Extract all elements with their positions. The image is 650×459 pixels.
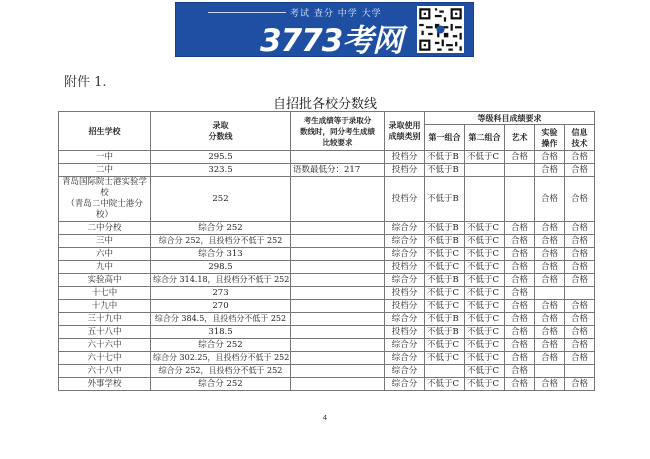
score-type-cell: 综合分 [385, 339, 425, 352]
table-row [59, 164, 595, 177]
art-cell: 合格 [505, 261, 535, 274]
it-cell [565, 287, 595, 300]
lab-cell: 合格 [535, 313, 565, 326]
school-cell: 三十九中 [59, 313, 151, 326]
group2-cell [465, 164, 505, 177]
school-cell: 外事学校 [59, 378, 151, 391]
group1-cell: 不低于C [425, 248, 465, 261]
it-cell: 合格 [565, 378, 595, 391]
score-line-cell: 323.5 [151, 164, 291, 177]
score-type-cell: 投档分 [385, 177, 425, 222]
school-cell: 二中分校 [59, 222, 151, 235]
lab-cell: 合格 [535, 339, 565, 352]
table-row [59, 151, 595, 164]
equal-rule-cell [291, 365, 385, 378]
group1-cell: 不低于B [425, 177, 465, 222]
lab-cell: 合格 [535, 352, 565, 365]
score-type-cell: 综合分 [385, 248, 425, 261]
group2-cell: 不低于C [465, 339, 505, 352]
group1-cell: 不低于C [425, 300, 465, 313]
score-type-cell: 综合分 [385, 313, 425, 326]
group1-cell: 不低于B [425, 151, 465, 164]
it-cell: 合格 [565, 222, 595, 235]
attachment-label: 附件 1. [64, 75, 107, 90]
art-cell: 合格 [505, 365, 535, 378]
score-line-cell: 综合分 313 [151, 248, 291, 261]
document-title: 自招批各校分数线 [272, 97, 377, 112]
site-banner[interactable] [175, 2, 474, 57]
group2-cell [465, 177, 505, 222]
it-cell: 合格 [565, 313, 595, 326]
table-row [59, 287, 595, 300]
table-row [59, 352, 595, 365]
school-cell: 六十六中 [59, 339, 151, 352]
art-cell [505, 177, 535, 222]
it-cell: 合格 [565, 151, 595, 164]
group2-cell: 不低于C [465, 365, 505, 378]
equal-rule-cell [291, 261, 385, 274]
score-type-cell: 投档分 [385, 261, 425, 274]
equal-rule-cell [291, 339, 385, 352]
school-cell: 二中 [59, 164, 151, 177]
score-type-cell: 综合分 [385, 365, 425, 378]
group1-cell: 不低于B [425, 164, 465, 177]
it-cell: 合格 [565, 164, 595, 177]
it-cell: 合格 [565, 248, 595, 261]
score-line-cell: 295.5 [151, 151, 291, 164]
header-grade-group: 等级科目成绩要求 [425, 112, 595, 125]
score-type-cell: 投档分 [385, 164, 425, 177]
header-group2: 第二组合 [465, 125, 505, 151]
equal-rule-cell [291, 287, 385, 300]
table-row [59, 339, 595, 352]
group1-cell: 不低于C [425, 261, 465, 274]
score-line-cell: 综合分 252，且投档分不低于 252 [151, 235, 291, 248]
it-cell: 合格 [565, 235, 595, 248]
table-row [59, 378, 595, 391]
table-body [59, 151, 595, 391]
group1-cell: 不低于B [425, 274, 465, 287]
score-line-cell: 273 [151, 287, 291, 300]
art-cell: 合格 [505, 339, 535, 352]
score-line-cell: 252 [151, 177, 291, 222]
lab-cell: 合格 [535, 248, 565, 261]
group2-cell: 不低于C [465, 326, 505, 339]
score-line-cell: 综合分 252 [151, 378, 291, 391]
group2-cell: 不低于C [465, 151, 505, 164]
school-cell: 六十七中 [59, 352, 151, 365]
equal-rule-cell [291, 151, 385, 164]
group2-cell: 不低于C [465, 248, 505, 261]
it-cell: 合格 [565, 339, 595, 352]
table-row [59, 261, 595, 274]
equal-rule-cell [291, 274, 385, 287]
score-type-cell: 综合分 [385, 378, 425, 391]
art-cell: 合格 [505, 378, 535, 391]
group2-cell: 不低于C [465, 274, 505, 287]
school-cell: 实验高中 [59, 274, 151, 287]
group2-cell: 不低于C [465, 300, 505, 313]
score-line-cell: 综合分 314.18，且投档分不低于 252 [151, 274, 291, 287]
site-logo[interactable]: 3773考网 [260, 23, 403, 59]
lab-cell: 合格 [535, 378, 565, 391]
group2-cell: 不低于C [465, 287, 505, 300]
score-type-cell: 投档分 [385, 287, 425, 300]
it-cell: 合格 [565, 261, 595, 274]
group1-cell [425, 365, 465, 378]
school-cell: 六中 [59, 248, 151, 261]
lab-cell: 合格 [535, 261, 565, 274]
equal-rule-cell [291, 313, 385, 326]
art-cell: 合格 [505, 313, 535, 326]
score-type-cell: 综合分 [385, 235, 425, 248]
it-cell: 合格 [565, 326, 595, 339]
score-line-cell: 270 [151, 300, 291, 313]
lab-cell: 合格 [535, 177, 565, 222]
equal-rule-cell [291, 235, 385, 248]
group2-cell: 不低于C [465, 313, 505, 326]
art-cell: 合格 [505, 274, 535, 287]
art-cell: 合格 [505, 326, 535, 339]
art-cell: 合格 [505, 287, 535, 300]
group2-cell: 不低于C [465, 352, 505, 365]
table-row [59, 235, 595, 248]
group2-cell: 不低于C [465, 261, 505, 274]
equal-rule-cell [291, 378, 385, 391]
score-type-cell: 投档分 [385, 300, 425, 313]
score-type-cell: 综合分 [385, 274, 425, 287]
group1-cell: 不低于B [425, 326, 465, 339]
it-cell: 合格 [565, 300, 595, 313]
group1-cell: 不低于B [425, 235, 465, 248]
lab-cell: 合格 [535, 222, 565, 235]
school-cell: 一中 [59, 151, 151, 164]
table-row [59, 177, 595, 222]
score-type-cell: 投档分 [385, 326, 425, 339]
group2-cell: 不低于C [465, 222, 505, 235]
equal-rule-cell [291, 222, 385, 235]
group1-cell: 不低于B [425, 222, 465, 235]
score-type-cell: 投档分 [385, 151, 425, 164]
art-cell: 合格 [505, 151, 535, 164]
table-row [59, 222, 595, 235]
art-cell: 合格 [505, 352, 535, 365]
header-school: 招生学校 [59, 112, 151, 151]
score-line-cell: 综合分 384.5，且投档分不低于 252 [151, 313, 291, 326]
header-group1: 第一组合 [425, 125, 465, 151]
equal-rule-cell [291, 300, 385, 313]
lab-cell: 合格 [535, 274, 565, 287]
banner-tagline: 考试 查分 中学 大学 [290, 6, 382, 19]
qr-code-icon [417, 6, 464, 53]
school-cell: 十七中 [59, 287, 151, 300]
lab-cell: 合格 [535, 151, 565, 164]
score-type-cell: 综合分 [385, 222, 425, 235]
page-number: 4 [322, 414, 328, 422]
score-line-cell: 综合分 252 [151, 222, 291, 235]
art-cell [505, 164, 535, 177]
lab-cell: 合格 [535, 164, 565, 177]
art-cell: 合格 [505, 235, 535, 248]
group1-cell: 不低于B [425, 313, 465, 326]
header-score-line: 录取 分数线 [151, 112, 291, 151]
art-cell: 合格 [505, 248, 535, 261]
table-row [59, 365, 595, 378]
art-cell: 合格 [505, 300, 535, 313]
lab-cell [535, 287, 565, 300]
equal-rule-cell [291, 326, 385, 339]
lab-cell: 合格 [535, 326, 565, 339]
equal-rule-cell [291, 248, 385, 261]
header-equal-rule: 考生成绩等于录取分 数线时，同分考生成绩 比较要求 [291, 112, 385, 151]
school-cell: 青岛国际院士港实验学校 （青岛二中院士港分校） [59, 177, 151, 222]
admission-score-table [58, 111, 595, 391]
score-line-cell: 318.5 [151, 326, 291, 339]
table-row [59, 274, 595, 287]
it-cell: 合格 [565, 177, 595, 222]
table-row [59, 326, 595, 339]
school-cell: 九中 [59, 261, 151, 274]
score-line-cell: 298.5 [151, 261, 291, 274]
group1-cell: 不低于C [425, 352, 465, 365]
group2-cell: 不低于C [465, 378, 505, 391]
equal-rule-cell [291, 352, 385, 365]
table-row [59, 313, 595, 326]
group1-cell: 不低于C [425, 378, 465, 391]
school-cell: 六十八中 [59, 365, 151, 378]
table-row [59, 300, 595, 313]
lab-cell [535, 365, 565, 378]
school-cell: 三中 [59, 235, 151, 248]
group1-cell: 不低于C [425, 287, 465, 300]
equal-rule-cell: 语数最低分：217 [291, 164, 385, 177]
header-score-type: 录取使用 成绩类别 [385, 112, 425, 151]
header-lab: 实验 操作 [535, 125, 565, 151]
lab-cell: 合格 [535, 235, 565, 248]
school-cell: 十九中 [59, 300, 151, 313]
table-row [59, 248, 595, 261]
school-cell: 五十八中 [59, 326, 151, 339]
score-line-cell: 综合分 252，且投档分不低于 252 [151, 365, 291, 378]
score-line-cell: 综合分 252 [151, 339, 291, 352]
art-cell: 合格 [505, 222, 535, 235]
it-cell: 合格 [565, 274, 595, 287]
equal-rule-cell [291, 177, 385, 222]
score-line-cell: 综合分 302.25，且投档分不低于 252 [151, 352, 291, 365]
lab-cell: 合格 [535, 300, 565, 313]
group1-cell: 不低于C [425, 339, 465, 352]
score-type-cell: 综合分 [385, 352, 425, 365]
header-art: 艺术 [505, 125, 535, 151]
it-cell: 合格 [565, 352, 595, 365]
group2-cell: 不低于C [465, 235, 505, 248]
header-it: 信息 技术 [565, 125, 595, 151]
it-cell [565, 365, 595, 378]
